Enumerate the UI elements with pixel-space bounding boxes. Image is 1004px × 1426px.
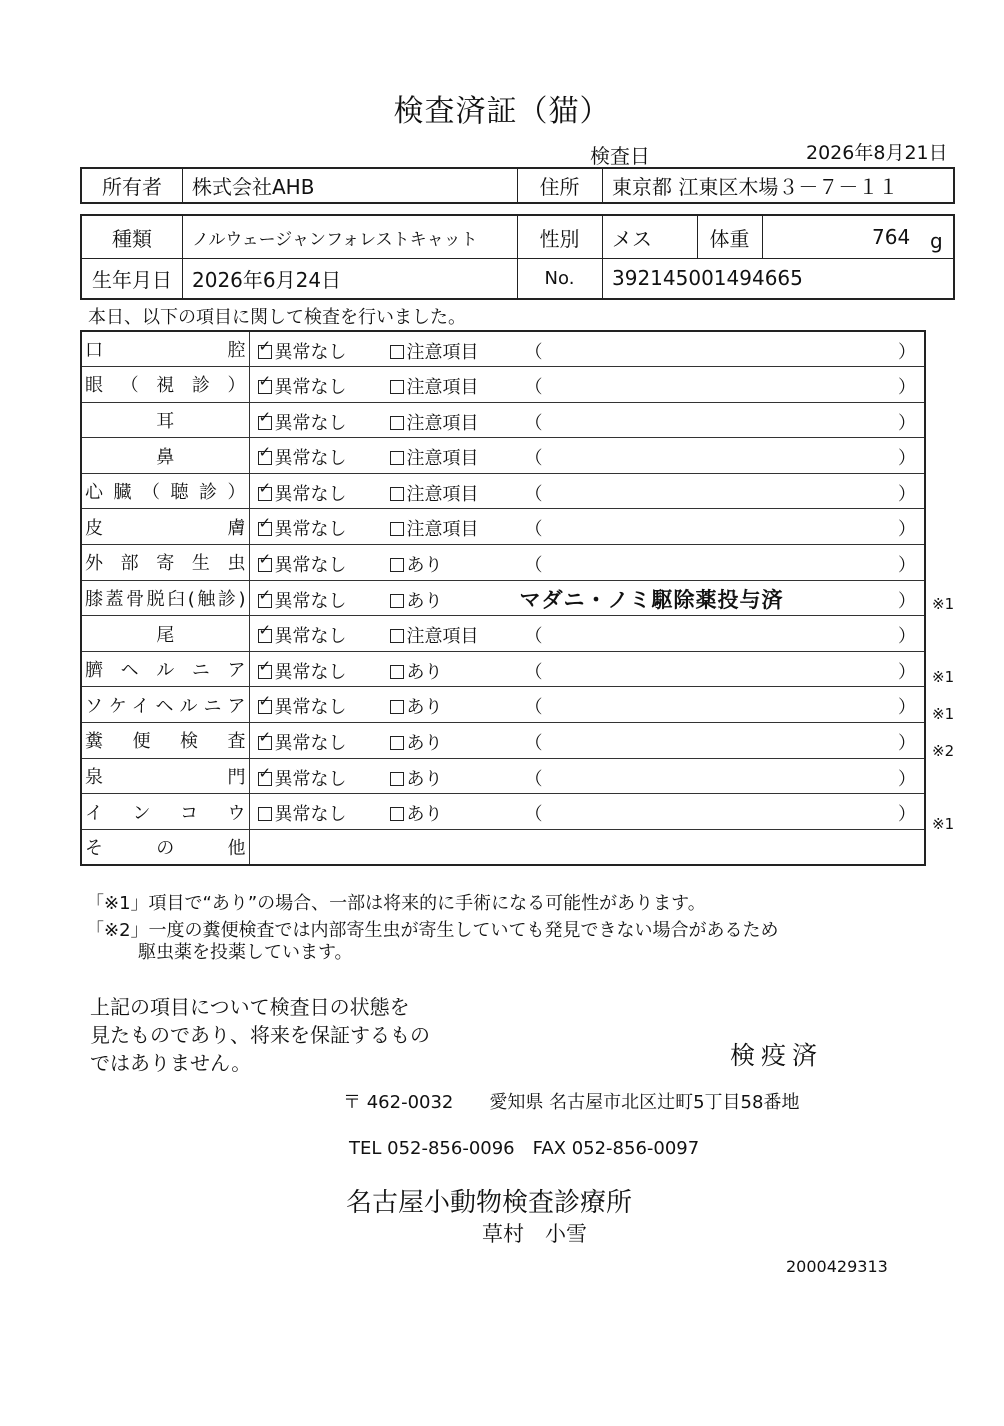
- normal-checkbox[interactable]: [258, 451, 272, 465]
- exam-result-cell: [249, 616, 925, 652]
- other-value-cell: [249, 829, 925, 865]
- sex-value: メス: [612, 226, 652, 251]
- paren-open: （: [524, 697, 543, 719]
- exam-result-cell: [249, 509, 925, 545]
- attention-checkbox[interactable]: [390, 629, 404, 643]
- exam-result-cell: [249, 794, 925, 830]
- exam-result-cell: [249, 723, 925, 759]
- exam-row: [81, 367, 925, 403]
- paren-open: （: [524, 448, 543, 470]
- birth-label: 生年月日: [92, 267, 172, 292]
- normal-option[interactable]: [258, 480, 347, 506]
- normal-checkbox[interactable]: [258, 594, 272, 608]
- attention-option-label: 注意項目: [406, 377, 479, 399]
- normal-checkbox[interactable]: [258, 736, 272, 750]
- attention-option-label: 注意項目: [406, 342, 479, 363]
- exam-row: [81, 438, 925, 474]
- exam-item-label: 口腔: [85, 340, 246, 362]
- attention-option-label: あり: [406, 768, 443, 790]
- paren-close: ）: [898, 448, 916, 470]
- attention-option-label: あり: [406, 697, 443, 719]
- exam-table: [80, 330, 926, 866]
- normal-option-label: 異常なし: [274, 555, 347, 577]
- paren-close: ）: [898, 804, 916, 826]
- exam-result-cell: [249, 331, 925, 367]
- exam-item-label: 尾: [156, 624, 175, 646]
- exam-row: [81, 758, 925, 794]
- exam-item-cell: [81, 438, 249, 474]
- exam-result-cell: [249, 758, 925, 794]
- normal-checkbox[interactable]: [258, 487, 272, 501]
- attention-checkbox[interactable]: [390, 558, 404, 572]
- quarantine-stamp: 検疫済: [730, 1041, 824, 1070]
- note-reference: ※1: [932, 668, 955, 687]
- clinic-name: 名古屋小動物検査診療所: [346, 1188, 633, 1218]
- other-label: その他: [85, 837, 246, 859]
- note-reference: ※1: [932, 595, 955, 614]
- statement-line: 上記の項目について検査日の状態を: [90, 995, 410, 1019]
- paren-close: ）: [898, 555, 916, 577]
- attention-checkbox[interactable]: [390, 380, 404, 394]
- paren-open: （: [524, 804, 543, 826]
- attention-option-label: 注意項目: [406, 412, 479, 434]
- normal-checkbox[interactable]: [258, 629, 272, 643]
- footnote-2: 「※2」一度の糞便検査では内部寄生虫が寄生していても発見できない場合があるため: [86, 920, 779, 941]
- normal-option-label: 異常なし: [274, 697, 347, 719]
- attention-option[interactable]: [390, 729, 443, 755]
- exam-item-cell: [81, 723, 249, 759]
- exam-item-cell: [81, 331, 249, 367]
- attention-option[interactable]: [390, 551, 443, 577]
- note-reference: ※1: [932, 705, 955, 723]
- paren-open: （: [524, 555, 543, 577]
- exam-row: [81, 331, 925, 367]
- exam-date-value: 2026年8月21日: [806, 142, 948, 164]
- exam-item-cell: [81, 367, 249, 403]
- statement-line: ではありません。: [90, 1051, 252, 1075]
- normal-option-label: 異常なし: [274, 342, 347, 363]
- attention-option-label: あり: [406, 590, 443, 612]
- attention-option[interactable]: [390, 480, 479, 506]
- attention-option[interactable]: [390, 373, 479, 399]
- exam-row: [81, 580, 925, 616]
- clinic-address: 〒 462-0032 愛知県 名古屋市北区辻町5丁目58番地: [343, 1092, 800, 1113]
- exam-result-cell: [249, 402, 925, 438]
- attention-option[interactable]: [390, 800, 443, 826]
- exam-item-cell: [81, 616, 249, 652]
- owner-box: [80, 167, 955, 204]
- paren-open: （: [524, 661, 543, 683]
- exam-row: [81, 545, 925, 581]
- normal-option[interactable]: [258, 765, 347, 791]
- doctor-name: 草村 小雪: [482, 1222, 587, 1246]
- weight-label: 体重: [709, 226, 750, 251]
- exam-item-cell: [81, 651, 249, 687]
- exam-row: [81, 651, 925, 687]
- exam-item-label: 泉門: [85, 766, 246, 788]
- normal-option-label: 異常なし: [274, 590, 347, 612]
- attention-option[interactable]: [390, 338, 479, 364]
- attention-option[interactable]: [390, 587, 443, 613]
- exam-result-cell: [249, 651, 925, 687]
- normal-option[interactable]: [258, 693, 347, 719]
- normal-checkbox[interactable]: [258, 416, 272, 430]
- exam-item-cell: [81, 758, 249, 794]
- paren-close: ）: [898, 412, 916, 434]
- exam-item-label: 鼻: [156, 446, 175, 468]
- attention-checkbox[interactable]: [390, 772, 404, 786]
- exam-item-label: 臍ヘルニア: [85, 660, 246, 682]
- normal-option-label: 異常なし: [274, 483, 347, 505]
- attention-option[interactable]: [390, 693, 443, 719]
- normal-checkbox[interactable]: [258, 380, 272, 394]
- clinic-phone: TEL 052-856-0096 FAX 052-856-0097: [349, 1138, 700, 1159]
- exam-item-label: 糞便検査: [85, 731, 246, 753]
- paren-close: ）: [898, 697, 916, 719]
- note-reference: ※1: [932, 814, 955, 833]
- normal-option[interactable]: [258, 551, 347, 577]
- attention-option-label: あり: [406, 555, 443, 577]
- exam-item-label: インコウ: [85, 802, 246, 824]
- attention-checkbox[interactable]: [390, 736, 404, 750]
- exam-row: [81, 473, 925, 509]
- paren-open: （: [524, 342, 543, 363]
- attention-checkbox[interactable]: [390, 522, 404, 536]
- normal-option-label: 異常なし: [274, 412, 347, 434]
- attention-option[interactable]: [390, 444, 479, 470]
- attention-checkbox[interactable]: [390, 807, 404, 821]
- normal-option[interactable]: [258, 444, 347, 470]
- paren-open: （: [524, 768, 543, 790]
- paren-open: （: [524, 377, 543, 399]
- exam-row: [81, 687, 925, 723]
- normal-option[interactable]: [258, 338, 347, 364]
- exam-item-label: ソケイヘルニア: [85, 695, 246, 717]
- exam-item-label: 耳: [156, 410, 175, 432]
- normal-checkbox[interactable]: [258, 665, 272, 679]
- normal-option[interactable]: [258, 800, 347, 826]
- exam-item-label: 外部寄生虫: [85, 553, 246, 575]
- attention-checkbox[interactable]: [390, 594, 404, 608]
- attention-option[interactable]: [390, 765, 443, 791]
- exam-row: [81, 509, 925, 545]
- attention-option[interactable]: [390, 409, 479, 435]
- exam-row-other: [81, 829, 925, 865]
- normal-option-label: 異常なし: [274, 804, 347, 826]
- attention-option-label: あり: [406, 804, 443, 826]
- normal-option-label: 異常なし: [274, 626, 347, 648]
- attention-option-label: 注意項目: [406, 448, 479, 470]
- exam-item-cell: [81, 473, 249, 509]
- address-value: 東京都 江東区木場３－７－１１: [612, 175, 899, 199]
- normal-checkbox[interactable]: [258, 700, 272, 714]
- normal-option[interactable]: [258, 515, 347, 541]
- attention-option-label: 注意項目: [406, 519, 479, 541]
- paren-close: ）: [898, 483, 916, 505]
- exam-item-cell: [81, 829, 249, 865]
- normal-option[interactable]: [258, 373, 347, 399]
- no-label: No.: [544, 267, 575, 289]
- footnote-2-cont: 駆虫薬を投薬しています。: [138, 942, 353, 963]
- exam-result-cell: [249, 438, 925, 474]
- paren-close: ）: [898, 626, 916, 648]
- attention-checkbox[interactable]: [390, 451, 404, 465]
- exam-item-cell: [81, 580, 249, 616]
- no-value: 392145001494665: [612, 266, 803, 290]
- attention-option-label: 注意項目: [406, 483, 479, 505]
- exam-result-cell: [249, 473, 925, 509]
- paren-close: ）: [898, 519, 916, 541]
- attention-option-label: あり: [406, 661, 443, 683]
- type-label: 種類: [112, 226, 152, 251]
- paren-close: ）: [898, 768, 916, 790]
- exam-item-label: 皮膚: [85, 517, 246, 539]
- owner-value: 株式会社AHB: [192, 175, 315, 199]
- exam-row: [81, 794, 925, 830]
- paren-close: ）: [898, 590, 916, 612]
- normal-option-label: 異常なし: [274, 519, 347, 541]
- statement-line: 見たものであり、将来を保証するもの: [90, 1023, 430, 1047]
- attention-checkbox[interactable]: [390, 700, 404, 714]
- exam-remark: マダニ・ノミ駆除薬投与済: [519, 587, 784, 612]
- exam-item-label: 眼（視診）: [85, 375, 246, 397]
- normal-checkbox[interactable]: [258, 522, 272, 536]
- normal-option-label: 異常なし: [274, 733, 347, 755]
- sex-label: 性別: [539, 226, 580, 251]
- normal-option[interactable]: [258, 587, 347, 613]
- normal-option[interactable]: [258, 658, 347, 684]
- exam-item-label: 膝蓋骨脱臼(触診): [85, 588, 246, 610]
- attention-option[interactable]: [390, 515, 479, 541]
- animal-info-box: [80, 214, 955, 300]
- exam-item-cell: [81, 509, 249, 545]
- attention-option-label: あり: [406, 733, 443, 755]
- address-label: 住所: [539, 175, 580, 199]
- normal-checkbox[interactable]: [258, 772, 272, 786]
- exam-item-label: 心臓（聴診）: [85, 482, 246, 504]
- type-value: ノルウェージャンフォレストキャット: [192, 229, 478, 250]
- disclaimer-statement: [90, 993, 430, 1077]
- exam-notice: 本日、以下の項目に関して検査を行いました。: [88, 307, 466, 328]
- normal-option[interactable]: [258, 729, 347, 755]
- attention-checkbox[interactable]: [390, 487, 404, 501]
- attention-checkbox[interactable]: [390, 665, 404, 679]
- attention-option-label: 注意項目: [406, 626, 479, 648]
- weight-unit: g: [930, 229, 943, 253]
- paren-open: （: [524, 626, 543, 648]
- exam-item-cell: [81, 794, 249, 830]
- paren-close: ）: [898, 377, 916, 399]
- attention-option[interactable]: [390, 622, 479, 648]
- note-reference: ※2: [932, 741, 955, 760]
- paren-open: （: [524, 519, 543, 541]
- owner-label: 所有者: [102, 175, 162, 199]
- paren-open: （: [524, 412, 543, 434]
- normal-option-label: 異常なし: [274, 768, 347, 790]
- exam-item-cell: [81, 687, 249, 723]
- normal-checkbox[interactable]: [258, 807, 272, 821]
- attention-checkbox[interactable]: [390, 416, 404, 430]
- document-title: 検査済証（猫）: [393, 94, 611, 129]
- exam-result-cell: [249, 367, 925, 403]
- paren-open: （: [524, 733, 543, 755]
- normal-checkbox[interactable]: [258, 345, 272, 359]
- attention-checkbox[interactable]: [390, 345, 404, 359]
- serial-number: 2000429313: [786, 1257, 888, 1276]
- attention-option[interactable]: [390, 658, 443, 684]
- paren-close: ）: [898, 733, 916, 755]
- normal-option[interactable]: [258, 622, 347, 648]
- exam-row: [81, 402, 925, 438]
- exam-item-cell: [81, 402, 249, 438]
- exam-result-cell: [249, 545, 925, 581]
- paren-close: ）: [898, 342, 916, 363]
- exam-result-cell: [249, 687, 925, 723]
- exam-date-label: 検査日: [590, 144, 650, 168]
- normal-checkbox[interactable]: [258, 558, 272, 572]
- normal-option-label: 異常なし: [274, 448, 347, 470]
- birth-value: 2026年6月24日: [192, 267, 342, 292]
- exam-row: [81, 616, 925, 652]
- paren-close: ）: [898, 661, 916, 683]
- exam-item-cell: [81, 545, 249, 581]
- exam-row: [81, 723, 925, 759]
- normal-option[interactable]: [258, 409, 347, 435]
- weight-value: 764: [872, 225, 911, 249]
- footnote-1: 「※1」項目で“あり”の場合、一部は将来的に手術になる可能性があります。: [86, 893, 706, 914]
- normal-option-label: 異常なし: [274, 377, 347, 399]
- exam-result-cell: [249, 580, 925, 616]
- normal-option-label: 異常なし: [274, 661, 347, 683]
- paren-open: （: [524, 483, 543, 505]
